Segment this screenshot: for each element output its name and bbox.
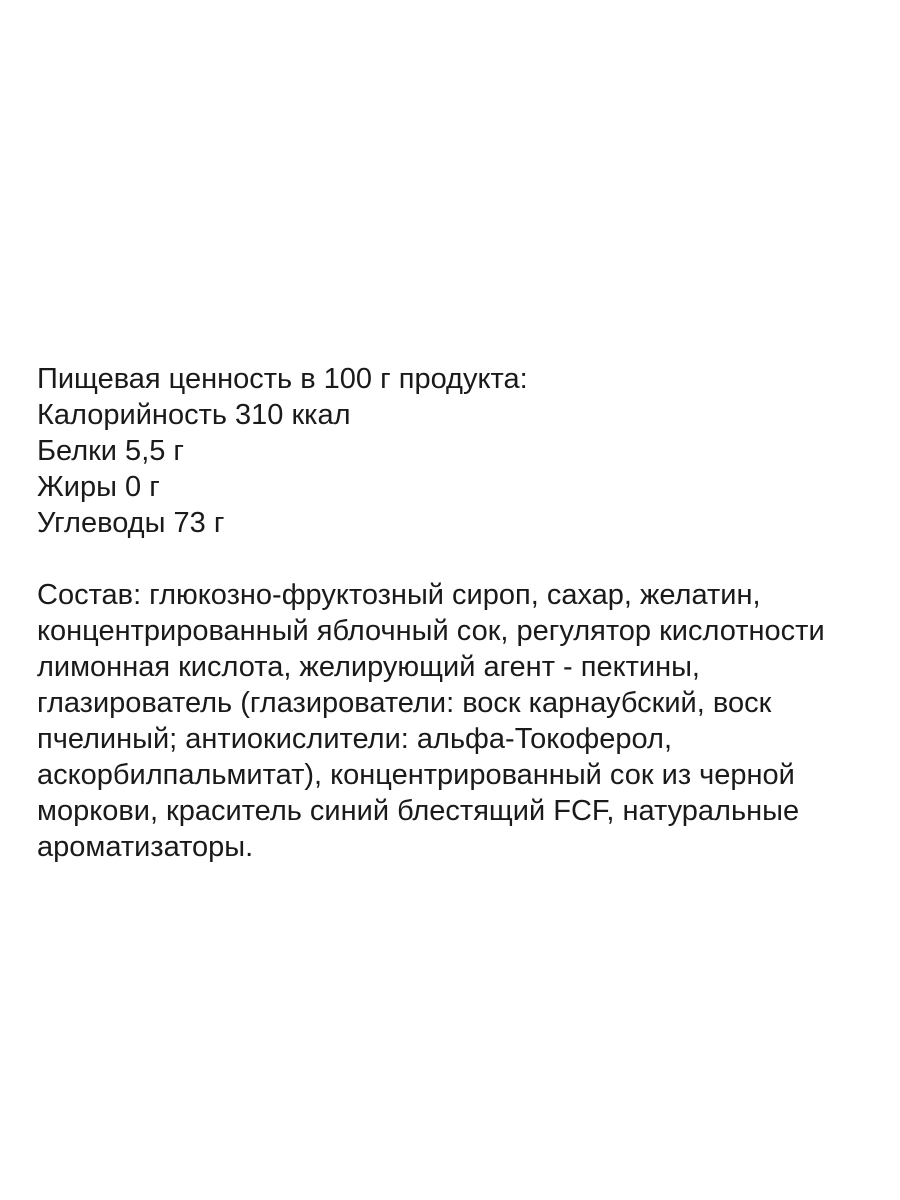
ingredients-paragraph: Состав: глюкозно-фруктозный сироп, сахар, желатин, концентрированный яблочный сок, регулятор кислотности лимонная кислота, желирующий агент - пектины, глазирователь (глазирователи: воск карнаубский, воск пчелиный; антиокислители: альфа-Токоферол, аскорбилпальмитат), концентрированный сок из черной моркови, краситель синий блестящий FCF, натуральные ароматизаторы. — [37, 579, 825, 863]
nutrition-facts-block — [37, 361, 867, 541]
nutrition-fat: Жиры 0 г — [37, 471, 160, 503]
nutrition-protein: Белки 5,5 г — [37, 435, 185, 467]
nutrition-carbs: Углеводы 73 г — [37, 507, 225, 539]
nutrition-calories: Калорийность 310 ккал — [37, 399, 351, 431]
product-info-content — [37, 361, 867, 865]
nutrition-heading: Пищевая ценность в 100 г продукта: — [37, 363, 528, 395]
